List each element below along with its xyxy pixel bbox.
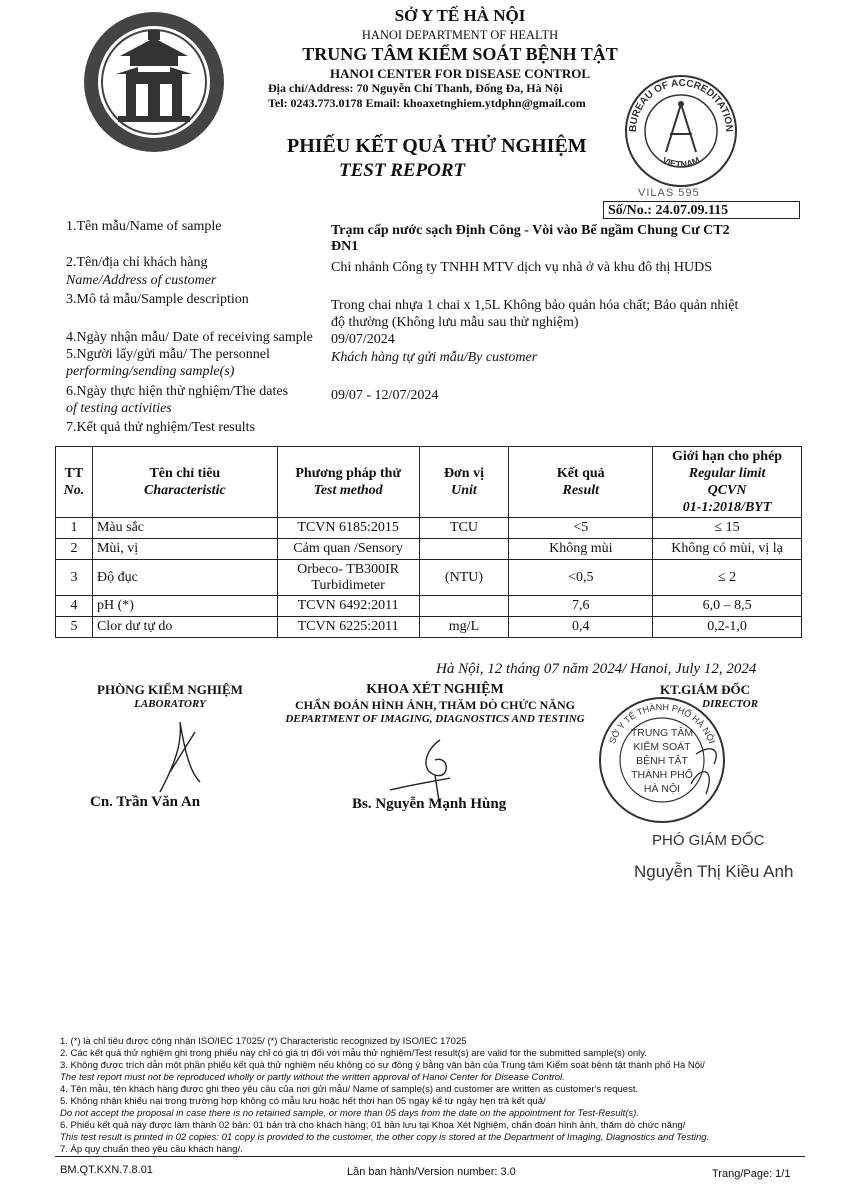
deputy-title: PHÓ GIÁM ĐỐC	[652, 832, 765, 849]
results-table	[55, 446, 802, 638]
form-code: BM.QT.KXN.7.8.01	[60, 1164, 153, 1176]
footnote-5: 5. Không nhận khiếu nại trong trường hợp không có mẫu lưu hoặc hết thời hạn 05 ngày kể từ ngày hẹn trả kết quả/	[60, 1096, 546, 1107]
address: Địa chỉ/Address: 70 Nguyễn Chí Thanh, Đống Đa, Hà Nội	[268, 81, 563, 95]
table-row: 1 Màu sắc TCVN 6185:2015 TCU <5 ≤ 15	[56, 518, 802, 539]
field-sample-name-value-1: Trạm cấp nước sạch Định Công - Vòi vào Bể ngầm Chung Cư CT2	[331, 223, 730, 238]
header-unit: Đơn vị Unit	[419, 447, 509, 518]
contact: Tel: 0243.773.0178 Email: khoaxetnghiem.ytdphn@gmail.com	[268, 96, 586, 110]
table-row: 3 Độ đục Orbeco- TB300IR Turbidimeter (NTU) <0,5 ≤ 2	[56, 560, 802, 596]
dept-title-1: KHOA XÉT NGHIỆM	[366, 682, 504, 697]
field-dates-value: 09/07 - 12/07/2024	[331, 388, 439, 403]
footnote-5-en: Do not accept the proposal in case there is no retained sample, or more than 05 days from the date on the appointment for Test-Result(s).	[60, 1108, 639, 1119]
header-result: Kết quả Result	[509, 447, 653, 518]
footnote-3-en: The test report must not be reproduced wholly or partly without the written approval of Hanoi Center for Disease Control.	[60, 1072, 565, 1083]
stamp-line-2: KIỂM SOÁT	[633, 741, 691, 753]
lab-signature	[140, 712, 220, 802]
field-personnel-label-1: 5.Người lấy/gửi mẫu/ The personnel	[66, 347, 270, 362]
official-stamp	[596, 694, 728, 826]
title-en: TEST REPORT	[339, 160, 466, 181]
stamp-line-5: HÀ NỘI	[643, 783, 681, 795]
center-en: HANOI CENTER FOR DISEASE CONTROL	[329, 66, 591, 81]
svg-text:VIETNAM	[661, 155, 702, 170]
footnote-3: 3. Không được trích dẫn một phần phiếu kết quả thử nghiệm nếu không có sự đồng ý bằng văn bản của Trung tâm Kiểm soát bệnh tật thành phố Hà Nội/	[60, 1060, 705, 1071]
footer-divider	[55, 1156, 805, 1157]
field-dates-label-2: of testing activities	[66, 401, 172, 416]
version-number: Lần ban hành/Version number: 3.0	[347, 1166, 516, 1178]
field-description-value-1: Trong chai nhựa 1 chai x 1,5L Không bảo quản hóa chất; Bảo quản nhiệt	[331, 298, 739, 313]
deputy-name: Nguyễn Thị Kiều Anh	[634, 862, 794, 881]
title-vn: PHIẾU KẾT QUẢ THỬ NGHIỆM	[287, 135, 587, 157]
dept-signer-name: Bs. Nguyễn Mạnh Hùng	[352, 796, 507, 812]
center-vn: TRUNG TÂM KIỂM SOÁT BỆNH TẬT	[302, 44, 618, 64]
field-results-label: 7.Kết quả thử nghiệm/Test results	[66, 420, 255, 435]
field-customer-value: Chi nhánh Công ty TNHH MTV dịch vụ nhà ở và khu đô thị HUDS	[331, 260, 712, 275]
page-number: Trang/Page: 1/1	[712, 1168, 791, 1180]
header-method: Phương pháp thử Test method	[277, 447, 419, 518]
lab-signer-name: Cn. Trần Văn An	[90, 794, 201, 810]
dept-en: HANOI DEPARTMENT OF HEALTH	[361, 28, 559, 42]
header-limit: Giới hạn cho phép Regular limit QCVN 01-1:2018/BYT	[653, 447, 802, 518]
footnote-4: 4. Tên mẫu, tên khách hàng được ghi theo yêu cầu của nơi gửi mẫu/ Name of sample(s) and customer are written as customer's request.	[60, 1084, 639, 1095]
lab-title: PHÒNG KIỂM NGHIỆM	[97, 682, 243, 697]
field-description-label: 3.Mô tả mẫu/Sample description	[66, 292, 249, 307]
field-personnel-value: Khách hàng tự gửi mẫu/By customer	[331, 350, 538, 365]
footnote-1: 1. (*) là chỉ tiêu được công nhận ISO/IEC 17025/ (*) Characteristic recognized by ISO/IEC 17025	[60, 1036, 467, 1047]
footnote-6-en: This test result is printed in 02 copies: 01 copy is provided to the customer, the other copy is stored at the Department of Imaging, Diagnostics and Testing.	[60, 1132, 710, 1143]
stamp-ring-text: SỞ Y TẾ THÀNH PHỐ HÀ NỘI	[607, 701, 717, 745]
stamp-line-4: THÀNH PHỐ	[631, 769, 693, 781]
field-dates-label-1: 6.Ngày thực hiện thử nghiệm/The dates	[66, 384, 289, 399]
seal-bottom-text: VIETNAM	[660, 154, 702, 170]
lab-title-en: LABORATORY	[134, 698, 206, 710]
table-row: 2 Mùi, vị Cảm quan /Sensory Không mùi Không có mùi, vị lạ	[56, 539, 802, 560]
field-received-value: 09/07/2024	[331, 332, 395, 347]
dept-vn: SỞ Y TẾ HÀ NỘI	[394, 6, 526, 25]
table-row: 5 Clor dư tự do TCVN 6225:2011 mg/L 0,4 0,2-1,0	[56, 617, 802, 638]
field-customer-label-1: 2.Tên/địa chỉ khách hàng	[66, 255, 208, 270]
report-number: Số/No.: 24.07.09.115	[603, 201, 800, 219]
field-received-label: 4.Ngày nhận mẫu/ Date of receiving sample	[66, 330, 313, 345]
field-sample-name-label: 1.Tên mẫu/Name of sample	[66, 219, 222, 234]
field-customer-label-2: Name/Address of customer	[66, 273, 217, 288]
director-title-en: DIRECTOR	[702, 698, 759, 710]
stamp-line-1: TRUNG TÂM	[630, 727, 694, 739]
footnote-6: 6. Phiếu kết quả này được làm thành 02 bản: 01 bản trả cho khách hàng; 01 bản lưu tại Khoa Xét Nghiệm, chẩn đoán hình ảnh, thăm dò chức năng/	[60, 1120, 686, 1131]
dept-title-2: CHẨN ĐOÁN HÌNH ẢNH, THĂM DÒ CHỨC NĂNG	[295, 698, 575, 712]
header-characteristic: Tên chỉ tiêu Characteristic	[92, 447, 277, 518]
field-description-value-2: độ thường (Không lưu mẫu sau thử nghiệm)	[331, 315, 579, 330]
seal-top-text: BUREAU OF ACCREDITATION	[627, 77, 735, 133]
footnote-7: 7. Áp quy chuẩn theo yêu cầu khách hàng/.	[60, 1144, 243, 1155]
table-row: 4 pH (*) TCVN 6492:2011 7,6 6,0 – 8,5	[56, 596, 802, 617]
issue-date: Hà Nội, 12 tháng 07 năm 2024/ Hanoi, July 12, 2024	[436, 661, 757, 677]
vilas-code: VILAS 595	[638, 187, 700, 199]
accreditation-seal	[622, 72, 740, 190]
stamp-line-3: BỆNH TẬT	[636, 755, 688, 767]
field-personnel-label-2: performing/sending sample(s)	[66, 364, 235, 379]
dept-title-en: DEPARTMENT OF IMAGING, DIAGNOSTICS AND TESTING	[285, 713, 585, 725]
hanoi-health-logo	[80, 8, 228, 156]
footnote-2: 2. Các kết quả thử nghiệm ghi trong phiếu này chỉ có giá trị đối với mẫu thử nghiệm/Test result(s) are valid for the submitted sample(s) only.	[60, 1048, 647, 1059]
director-title: KT.GIÁM ĐỐC	[660, 682, 751, 697]
header-tt: TT No.	[56, 447, 93, 518]
field-sample-name-value-2: ĐN1	[331, 239, 359, 254]
